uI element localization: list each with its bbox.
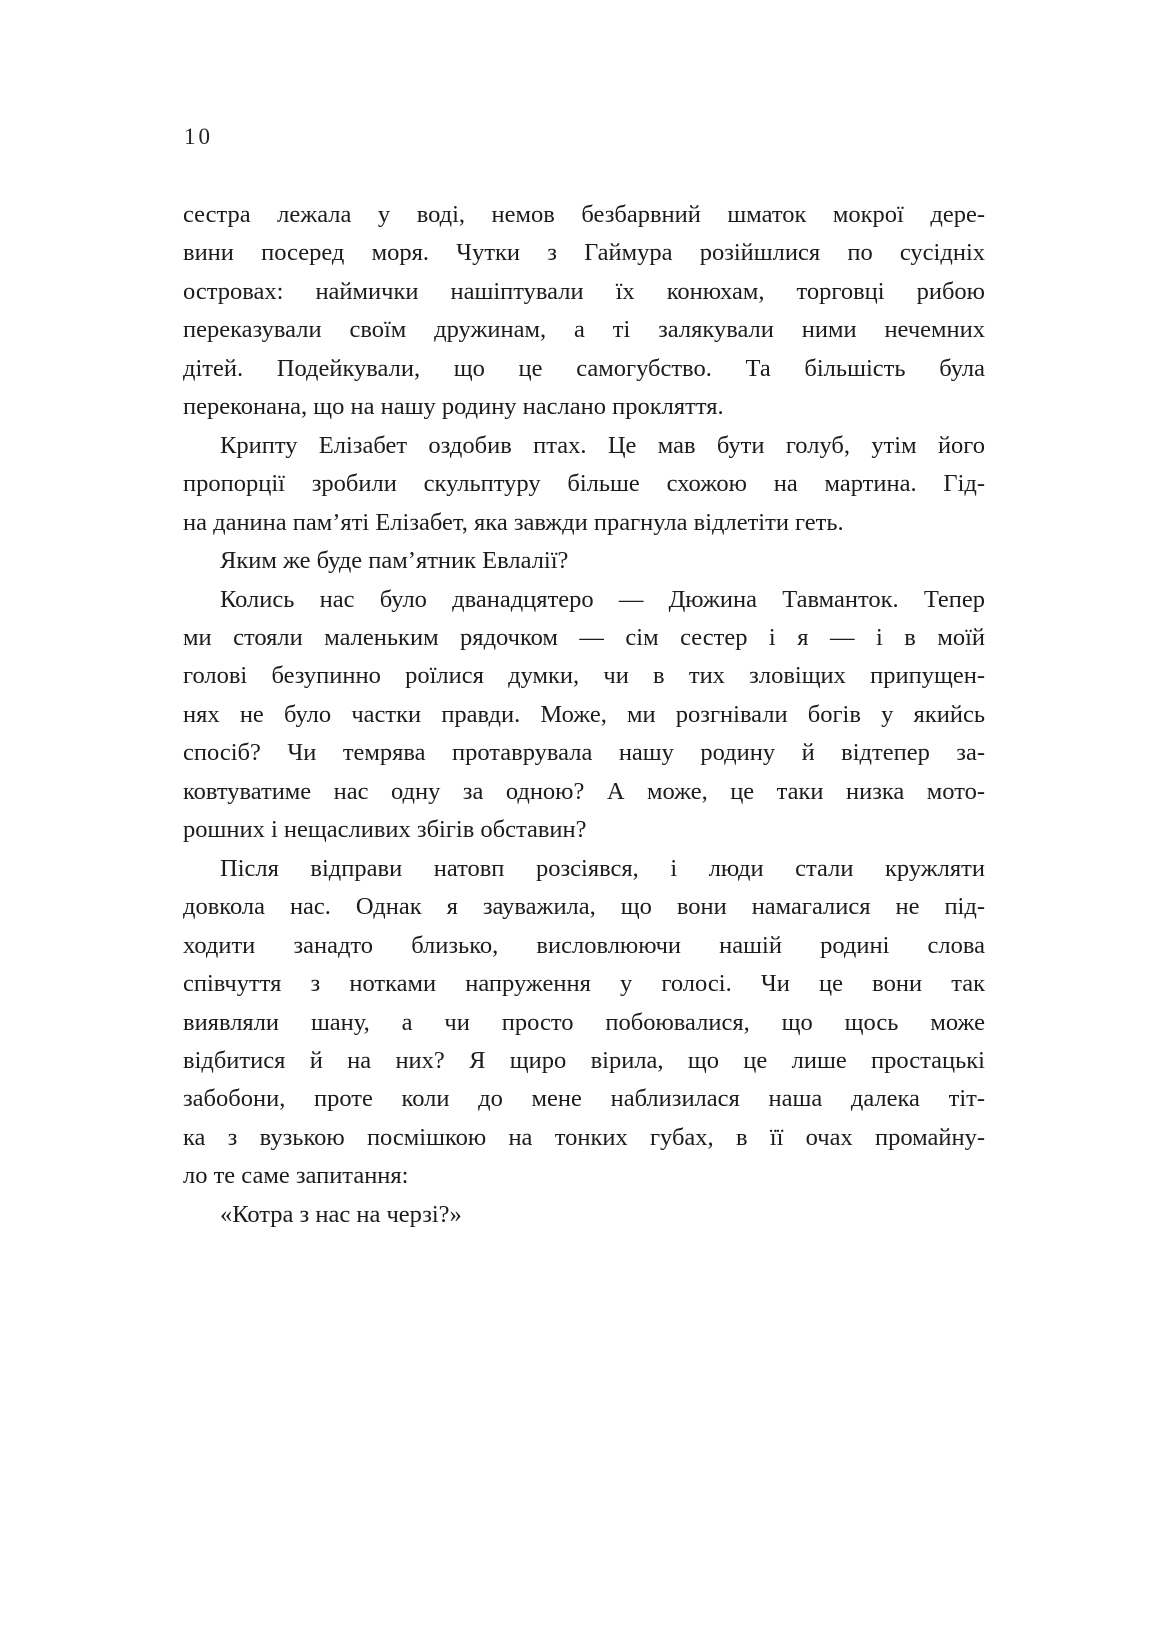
text-line: співчуття з нотками напруження у голосі. Чи це вони так (183, 970, 985, 998)
text-line: ходити занадто близько, висловлюючи нашій родині слова (183, 931, 985, 959)
paragraph (183, 1196, 985, 1234)
text-line: Колись нас було дванадцятеро — Дюжина Тавманток. Тепер (220, 585, 985, 613)
text-line: довкола нас. Однак я зауважила, що вони намагалися не під- (183, 893, 985, 921)
text-line: виявляли шану, а чи просто побоювалися, що щось може (183, 1008, 985, 1036)
text-line: рошних і нещасливих збігів обставин? (183, 816, 587, 844)
paragraph (183, 427, 985, 542)
text-line: ковтуватиме нас одну за одною? А може, це таки низка мото- (183, 777, 985, 805)
paragraph (183, 542, 985, 580)
text-line: забобони, проте коли до мене наблизилася наша далека тіт- (183, 1085, 985, 1113)
text-line: переконана, що на нашу родину наслано прокляття. (183, 393, 724, 421)
text-line: спосіб? Чи темрява протаврувала нашу родину й відтепер за- (183, 739, 985, 767)
text-line: голові безупинно роїлися думки, чи в тих зловіщих припущен- (183, 662, 985, 690)
text-line: «Котра з нас на черзі?» (220, 1200, 462, 1228)
paragraph (183, 581, 985, 850)
text-line: на данина пам’яті Елізабет, яка завжди прагнула відлетіти геть. (183, 508, 844, 536)
text-line: сестра лежала у воді, немов безбарвний шматок мокрої дере- (183, 201, 985, 228)
page-number: 10 (184, 124, 213, 149)
text-line: островах: наймички нашіптували їх конюхам, торговці рибою (183, 277, 985, 305)
text-line: ка з вузькою посмішкою на тонких губах, в її очах промайну- (183, 1123, 985, 1151)
text-line: відбитися й на них? Я щиро вірила, що це лише простацькі (183, 1046, 985, 1074)
text-line: пропорції зробили скульптуру більше схожою на мартина. Гід- (183, 470, 985, 498)
text-line: Крипту Елізабет оздобив птах. Це мав бути голуб, утім його (220, 431, 985, 459)
text-line: вини посеред моря. Чутки з Гаймура розійшлися по сусідніх (183, 239, 985, 267)
text-line: Після відправи натовп розсіявся, і люди стали кружляти (220, 854, 985, 882)
paragraph (183, 196, 985, 427)
body-text (183, 196, 985, 1234)
text-line: Яким же буде пам’ятник Евлалії? (220, 547, 569, 575)
text-line: ми стояли маленьким рядочком — сім сестер і я — і в моїй (183, 623, 985, 651)
text-line: нях не було частки правди. Може, ми розгнівали богів у якийсь (183, 700, 985, 728)
text-line: ло те саме запитання: (183, 1162, 409, 1190)
text-line: переказували своїм дружинам, а ті залякували ними нечемних (183, 316, 985, 344)
text-line: дітей. Подейкували, що це самогубство. Та більшість була (183, 354, 985, 382)
paragraph (183, 850, 985, 1196)
